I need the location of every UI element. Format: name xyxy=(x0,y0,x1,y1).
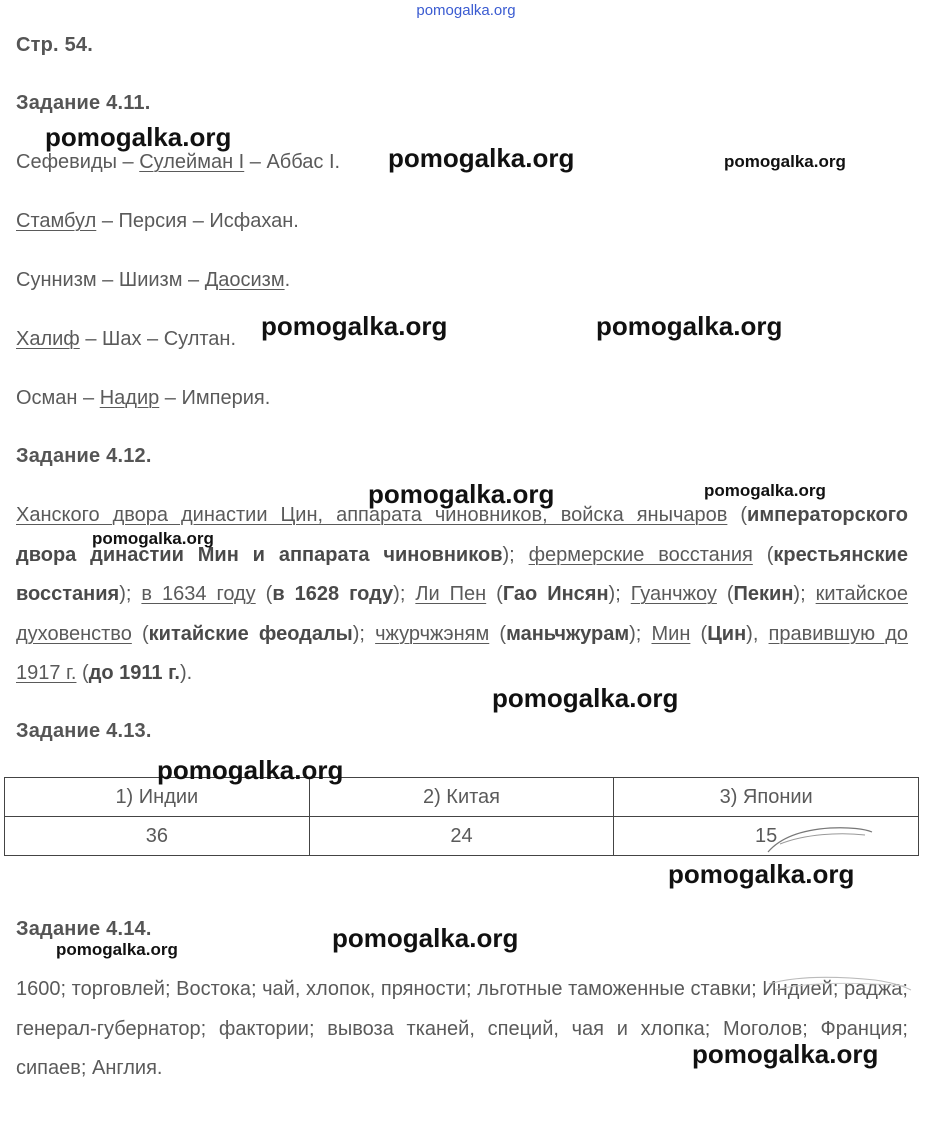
corrected-term: Пекин xyxy=(733,583,794,605)
task-4-11-line-3 xyxy=(16,269,290,292)
corrected-term: китайские феодалы xyxy=(148,622,353,645)
underlined-term: Ханского двора династии Цин, аппарата чиновников, войска янычаров xyxy=(16,504,728,526)
table-header-row xyxy=(5,778,919,817)
task-4-14-heading: Задание 4.14. xyxy=(16,918,152,940)
watermark: pomogalka.org xyxy=(692,1039,879,1069)
watermark: pomogalka.org xyxy=(388,143,575,173)
table-header-cell: 3) Японии xyxy=(614,778,919,817)
text-fragment: ); xyxy=(608,583,631,605)
watermark: pomogalka.org xyxy=(704,481,826,500)
corrected-term: маньчжурам xyxy=(506,622,630,645)
text-fragment: ( xyxy=(752,543,774,566)
corrected-term: императорского двора династии Мин и аппарата чиновников xyxy=(16,504,908,566)
watermark: pomogalka.org xyxy=(492,683,679,713)
text-fragment: ( xyxy=(727,504,748,526)
task-4-11-line-2 xyxy=(16,210,299,233)
task-4-12-answer xyxy=(16,496,908,694)
text-fragment: ); xyxy=(502,543,529,566)
text-fragment: ( xyxy=(76,662,89,684)
top-watermark: pomogalka.org xyxy=(416,2,516,19)
corrected-term: до 1911 г. xyxy=(88,662,180,684)
underlined-term: Даосизм xyxy=(204,269,285,291)
watermark: pomogalka.org xyxy=(724,152,846,171)
pen-scribble xyxy=(760,818,880,858)
corrected-term: Гао Инсян xyxy=(502,583,609,605)
text-fragment: . xyxy=(284,269,291,291)
text-fragment: ( xyxy=(690,622,708,645)
underlined-term: правившую до 1917 г. xyxy=(16,622,909,684)
underlined-term: Халиф xyxy=(16,328,80,350)
watermark: pomogalka.org xyxy=(45,122,232,152)
task-4-11-line-1 xyxy=(16,151,340,174)
table-header-cell: 2) Китая xyxy=(309,778,614,817)
task-4-11-heading: Задание 4.11. xyxy=(16,92,151,114)
underlined-term: Сулейман I xyxy=(139,151,245,173)
watermark: pomogalka.org xyxy=(668,859,855,889)
text-fragment: ( xyxy=(489,622,507,645)
text-fragment: – Шах – Султан. xyxy=(79,328,237,350)
text-fragment: ); xyxy=(393,583,416,605)
text-fragment: ), xyxy=(746,622,769,645)
underlined-term: Ли Пен xyxy=(415,583,487,605)
text-fragment: ( xyxy=(716,583,734,605)
underlined-term: Стамбул xyxy=(16,210,97,232)
underlined-term: фермерские восстания xyxy=(528,543,753,566)
watermark: pomogalka.org xyxy=(261,311,448,341)
text-fragment: Сефевиды – xyxy=(16,151,140,173)
text-fragment: – Персия – Исфахан. xyxy=(96,210,299,232)
underlined-term: Мин xyxy=(651,622,691,645)
watermark: pomogalka.org xyxy=(596,311,783,341)
watermark: pomogalka.org xyxy=(332,923,519,953)
page-label: Стр. 54. xyxy=(16,34,93,56)
task-4-11-line-4 xyxy=(16,328,236,351)
text-fragment: ); xyxy=(119,583,142,605)
table-cell: 24 xyxy=(309,817,614,856)
underlined-term: Гуанчжоу xyxy=(630,583,717,605)
text-fragment: ( xyxy=(131,622,149,645)
text-fragment: ). xyxy=(180,662,193,684)
text-fragment: ); xyxy=(793,583,816,605)
watermark: pomogalka.org xyxy=(92,529,214,548)
task-4-13-heading: Задание 4.13. xyxy=(16,720,152,742)
corrected-term: Цин xyxy=(707,622,747,645)
table-header-cell: 1) Индии xyxy=(5,778,310,817)
table-cell: 15 xyxy=(614,817,919,856)
text-fragment: – Аббас I. xyxy=(244,151,341,173)
watermark: pomogalka.org xyxy=(368,479,555,509)
text-fragment: Осман – xyxy=(16,387,100,409)
text-fragment: – Империя. xyxy=(159,387,271,409)
text-fragment: ); xyxy=(352,622,376,645)
watermark: pomogalka.org xyxy=(56,940,178,959)
watermark: pomogalka.org xyxy=(157,755,344,785)
task-4-11-line-5 xyxy=(16,387,270,410)
stamp-scribble xyxy=(765,972,915,996)
underlined-term: китайское духовенство xyxy=(16,583,908,645)
task-4-12-heading: Задание 4.12. xyxy=(16,445,152,467)
text-fragment: ); xyxy=(629,622,652,645)
text-fragment: ( xyxy=(486,583,503,605)
corrected-term: крестьянские восстания xyxy=(16,543,908,605)
underlined-term: Надир xyxy=(99,387,160,409)
text-fragment: Суннизм – Шиизм – xyxy=(16,269,205,291)
underlined-term: в 1634 году xyxy=(141,583,256,605)
task-4-14-answer: 1600; торговлей; Востока; чай, хлопок, пряности; льготные таможенные ставки; Индией; раджа; генерал-губернатор; фактории; вывоза тканей, специй, чая и хлопка; Моголов; Франция; сипаев; Англия. xyxy=(16,978,908,1079)
corrected-term: в 1628 году xyxy=(272,583,394,605)
table-cell: 36 xyxy=(5,817,310,856)
underlined-term: чжурчжэням xyxy=(375,622,490,645)
text-fragment: ( xyxy=(255,583,273,605)
